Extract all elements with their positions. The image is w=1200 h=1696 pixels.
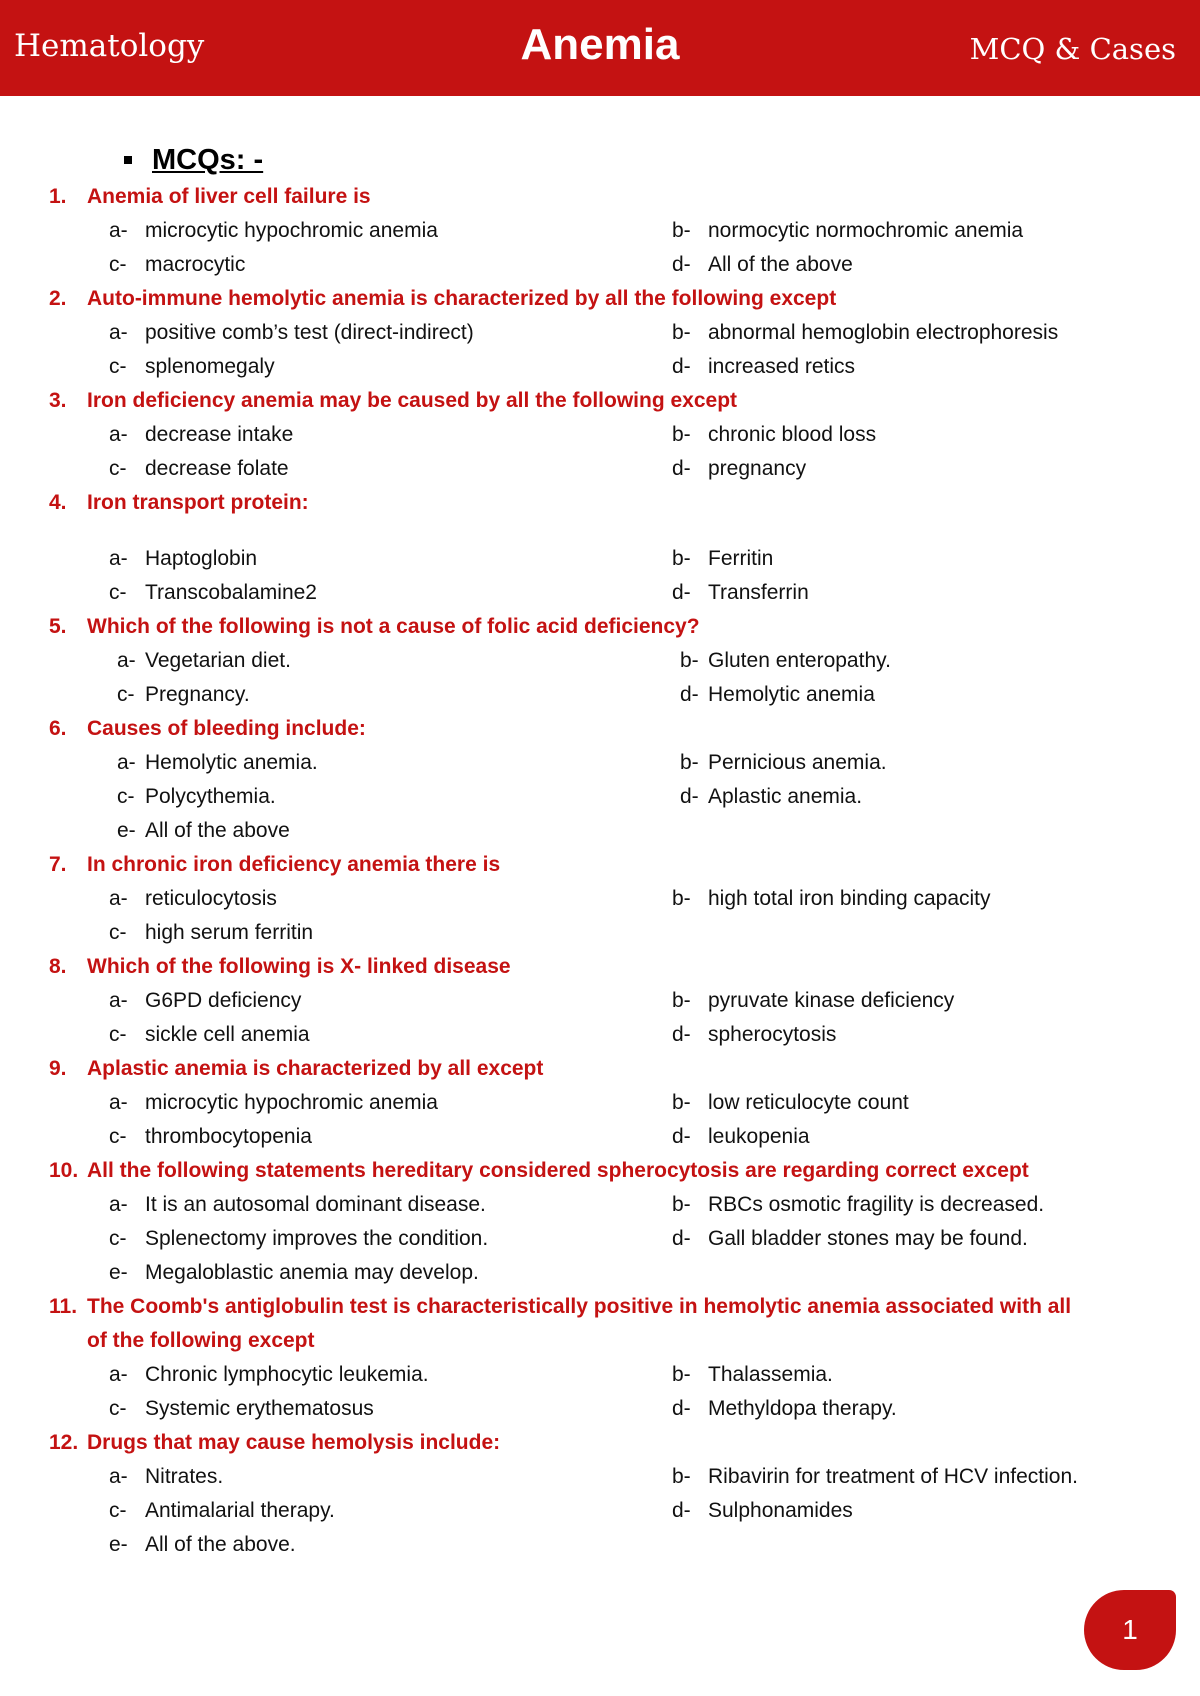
option-row bbox=[0, 1358, 1200, 1392]
option-text: Sulphonamides bbox=[708, 1499, 853, 1522]
question bbox=[0, 1426, 1200, 1460]
option-letter: a- bbox=[109, 1193, 128, 1216]
option-letter: a- bbox=[109, 887, 128, 910]
option-letter: d- bbox=[680, 785, 699, 808]
option-row bbox=[0, 1018, 1200, 1052]
option-text: Transcobalamine2 bbox=[145, 581, 317, 604]
section-title bbox=[0, 140, 1200, 180]
option-row bbox=[0, 644, 1200, 678]
question bbox=[0, 848, 1200, 882]
option-letter: a- bbox=[109, 423, 128, 446]
option-row bbox=[0, 882, 1200, 916]
option-letter: b- bbox=[672, 989, 691, 1012]
option-text: Hemolytic anemia bbox=[708, 683, 875, 706]
option-row bbox=[0, 214, 1200, 248]
question bbox=[0, 610, 1200, 644]
option-text: All of the above bbox=[708, 253, 853, 276]
option-text: decrease intake bbox=[145, 423, 294, 446]
option-letter: d- bbox=[672, 457, 691, 480]
option-row bbox=[0, 1460, 1200, 1494]
question-number: 9. bbox=[49, 1057, 67, 1080]
question-number: 10. bbox=[49, 1159, 79, 1182]
option-text: Haptoglobin bbox=[145, 547, 258, 570]
option-text: Pregnancy. bbox=[145, 683, 250, 706]
option-letter: d- bbox=[672, 1227, 691, 1250]
question-number: 5. bbox=[49, 615, 67, 638]
option-row bbox=[0, 780, 1200, 814]
option-text: normocytic normochromic anemia bbox=[708, 219, 1024, 242]
option-row bbox=[0, 1188, 1200, 1222]
header-subject: Hematology bbox=[14, 28, 205, 64]
square-bullet-icon bbox=[124, 156, 132, 164]
option-letter: d- bbox=[672, 355, 691, 378]
option-letter: a- bbox=[109, 1091, 128, 1114]
question-text: Drugs that may cause hemolysis include: bbox=[87, 1431, 501, 1454]
option-text: Antimalarial therapy. bbox=[145, 1499, 335, 1522]
option-letter: c- bbox=[109, 921, 127, 944]
option-letter: c- bbox=[109, 457, 127, 480]
option-text: Gluten enteropathy. bbox=[708, 649, 891, 672]
option-row bbox=[0, 350, 1200, 384]
option-row bbox=[0, 916, 1200, 950]
question-text: Auto-immune hemolytic anemia is characterized by all the following except bbox=[87, 287, 837, 310]
option-letter: b- bbox=[672, 423, 691, 446]
option-row bbox=[0, 542, 1200, 576]
option-text: splenomegaly bbox=[145, 355, 275, 378]
option-row bbox=[0, 418, 1200, 452]
question-text: The Coomb's antiglobulin test is characteristically positive in hemolytic anemia associated with all of the following except bbox=[87, 1295, 1072, 1352]
option-letter: a- bbox=[109, 321, 128, 344]
question-text: Anemia of liver cell failure is bbox=[87, 185, 371, 208]
option-letter: c- bbox=[109, 1397, 127, 1420]
question-text: Which of the following is not a cause of folic acid deficiency? bbox=[87, 615, 700, 638]
option-letter: e- bbox=[109, 1261, 128, 1284]
option-text: Pernicious anemia. bbox=[708, 751, 887, 774]
option-letter: b- bbox=[672, 321, 691, 344]
option-letter: b- bbox=[680, 751, 699, 774]
option-row bbox=[0, 452, 1200, 486]
page-number-badge bbox=[1084, 1590, 1176, 1670]
option-row bbox=[0, 1494, 1200, 1528]
question-number: 2. bbox=[49, 287, 67, 310]
question-text: All the following statements hereditary considered spherocytosis are regarding correct except bbox=[87, 1159, 1029, 1182]
question-number: 8. bbox=[49, 955, 67, 978]
option-text: Gall bladder stones may be found. bbox=[708, 1227, 1028, 1250]
option-letter: c- bbox=[109, 1227, 127, 1250]
option-row bbox=[0, 678, 1200, 712]
option-letter: a- bbox=[117, 751, 136, 774]
question-number: 11. bbox=[49, 1295, 78, 1318]
header-title: Anemia bbox=[520, 20, 680, 69]
option-text: Ribavirin for treatment of HCV infection. bbox=[708, 1465, 1078, 1488]
option-row bbox=[0, 1528, 1200, 1562]
question-text: Iron deficiency anemia may be caused by all the following except bbox=[87, 389, 738, 412]
question bbox=[0, 282, 1200, 316]
option-text: microcytic hypochromic anemia bbox=[145, 219, 438, 242]
option-letter: a- bbox=[109, 1363, 128, 1386]
option-letter: d- bbox=[672, 1397, 691, 1420]
option-text: pregnancy bbox=[708, 457, 807, 480]
option-letter: d- bbox=[672, 1023, 691, 1046]
question bbox=[0, 1290, 1200, 1358]
question-number: 1. bbox=[49, 185, 67, 208]
option-text: G6PD deficiency bbox=[145, 989, 302, 1012]
option-letter: d- bbox=[680, 683, 699, 706]
question-number: 6. bbox=[49, 717, 67, 740]
question-number: 4. bbox=[49, 491, 67, 514]
page-header bbox=[0, 0, 1200, 96]
question bbox=[0, 1052, 1200, 1086]
option-text: high total iron binding capacity bbox=[708, 887, 991, 910]
option-text: increased retics bbox=[708, 355, 856, 378]
option-letter: e- bbox=[109, 1533, 128, 1556]
option-text: All of the above. bbox=[145, 1533, 296, 1556]
option-letter: c- bbox=[117, 785, 135, 808]
option-letter: c- bbox=[109, 1023, 127, 1046]
option-row bbox=[0, 984, 1200, 1018]
question-text: In chronic iron deficiency anemia there is bbox=[87, 853, 501, 876]
question-number: 12. bbox=[49, 1431, 79, 1454]
option-letter: b- bbox=[672, 1363, 691, 1386]
option-letter: b- bbox=[680, 649, 699, 672]
option-text: Hemolytic anemia. bbox=[145, 751, 318, 774]
option-text: sickle cell anemia bbox=[145, 1023, 310, 1046]
option-letter: d- bbox=[672, 581, 691, 604]
option-text: Thalassemia. bbox=[708, 1363, 833, 1386]
option-row bbox=[0, 1392, 1200, 1426]
option-letter: a- bbox=[117, 649, 136, 672]
option-letter: b- bbox=[672, 1193, 691, 1216]
option-row bbox=[0, 746, 1200, 780]
option-text: Transferrin bbox=[708, 581, 809, 604]
option-letter: d- bbox=[672, 1499, 691, 1522]
option-letter: a- bbox=[109, 219, 128, 242]
option-row bbox=[0, 1222, 1200, 1256]
option-letter: c- bbox=[109, 1499, 127, 1522]
option-row bbox=[0, 814, 1200, 848]
option-text: pyruvate kinase deficiency bbox=[708, 989, 955, 1012]
option-letter: c- bbox=[109, 581, 127, 604]
option-text: macrocytic bbox=[145, 253, 246, 276]
option-text: RBCs osmotic fragility is decreased. bbox=[708, 1193, 1045, 1216]
option-text: low reticulocyte count bbox=[708, 1091, 909, 1114]
option-letter: a- bbox=[109, 1465, 128, 1488]
option-text: high serum ferritin bbox=[145, 921, 314, 944]
option-text: leukopenia bbox=[708, 1125, 810, 1148]
option-letter: b- bbox=[672, 1091, 691, 1114]
option-letter: a- bbox=[109, 547, 128, 570]
option-text: abnormal hemoglobin electrophoresis bbox=[708, 321, 1059, 344]
option-row bbox=[0, 316, 1200, 350]
option-text: Polycythemia. bbox=[145, 785, 276, 808]
question bbox=[0, 712, 1200, 746]
question-number: 7. bbox=[49, 853, 67, 876]
option-text: thrombocytopenia bbox=[145, 1125, 312, 1148]
option-letter: c- bbox=[109, 355, 127, 378]
option-text: decrease folate bbox=[145, 457, 289, 480]
option-letter: b- bbox=[672, 1465, 691, 1488]
option-letter: c- bbox=[109, 253, 127, 276]
option-letter: b- bbox=[672, 887, 691, 910]
question-text: Causes of bleeding include: bbox=[87, 717, 366, 740]
question bbox=[0, 180, 1200, 214]
option-letter: b- bbox=[672, 547, 691, 570]
option-text: Ferritin bbox=[708, 547, 774, 570]
option-letter: a- bbox=[109, 989, 128, 1012]
question-number: 3. bbox=[49, 389, 67, 412]
question-text: Which of the following is X- linked disease bbox=[87, 955, 511, 978]
option-letter: c- bbox=[109, 1125, 127, 1148]
option-text: Chronic lymphocytic leukemia. bbox=[145, 1363, 429, 1386]
option-text: Megaloblastic anemia may develop. bbox=[145, 1261, 479, 1284]
option-text: Aplastic anemia. bbox=[708, 785, 863, 808]
question-text: Iron transport protein: bbox=[87, 491, 309, 514]
option-text: Methyldopa therapy. bbox=[708, 1397, 897, 1420]
option-text: spherocytosis bbox=[708, 1023, 837, 1046]
option-text: Splenectomy improves the condition. bbox=[145, 1227, 489, 1250]
option-text: positive comb’s test (direct-indirect) bbox=[145, 321, 474, 344]
option-text: Systemic erythematosus bbox=[145, 1397, 374, 1420]
option-row bbox=[0, 1256, 1200, 1290]
option-text: Vegetarian diet. bbox=[145, 649, 291, 672]
page-number: 1 bbox=[1122, 1614, 1138, 1645]
option-text: chronic blood loss bbox=[708, 423, 877, 446]
question-text: Aplastic anemia is characterized by all except bbox=[87, 1057, 544, 1080]
mcq-content bbox=[0, 140, 1200, 1562]
option-row bbox=[0, 248, 1200, 282]
option-text: All of the above bbox=[145, 819, 290, 842]
option-letter: d- bbox=[672, 1125, 691, 1148]
question bbox=[0, 384, 1200, 418]
option-row bbox=[0, 1120, 1200, 1154]
option-text: It is an autosomal dominant disease. bbox=[145, 1193, 486, 1216]
question bbox=[0, 1154, 1200, 1188]
option-letter: c- bbox=[117, 683, 135, 706]
option-row bbox=[0, 576, 1200, 610]
header-section: MCQ & Cases bbox=[969, 32, 1176, 66]
option-letter: b- bbox=[672, 219, 691, 242]
question-list bbox=[0, 180, 1200, 1562]
question bbox=[0, 486, 1200, 520]
section-title-text: MCQs: - bbox=[152, 144, 264, 176]
option-letter: d- bbox=[672, 253, 691, 276]
option-text: reticulocytosis bbox=[145, 887, 277, 910]
option-letter: e- bbox=[117, 819, 136, 842]
option-row bbox=[0, 1086, 1200, 1120]
option-text: microcytic hypochromic anemia bbox=[145, 1091, 438, 1114]
question bbox=[0, 950, 1200, 984]
option-text: Nitrates. bbox=[145, 1465, 224, 1488]
